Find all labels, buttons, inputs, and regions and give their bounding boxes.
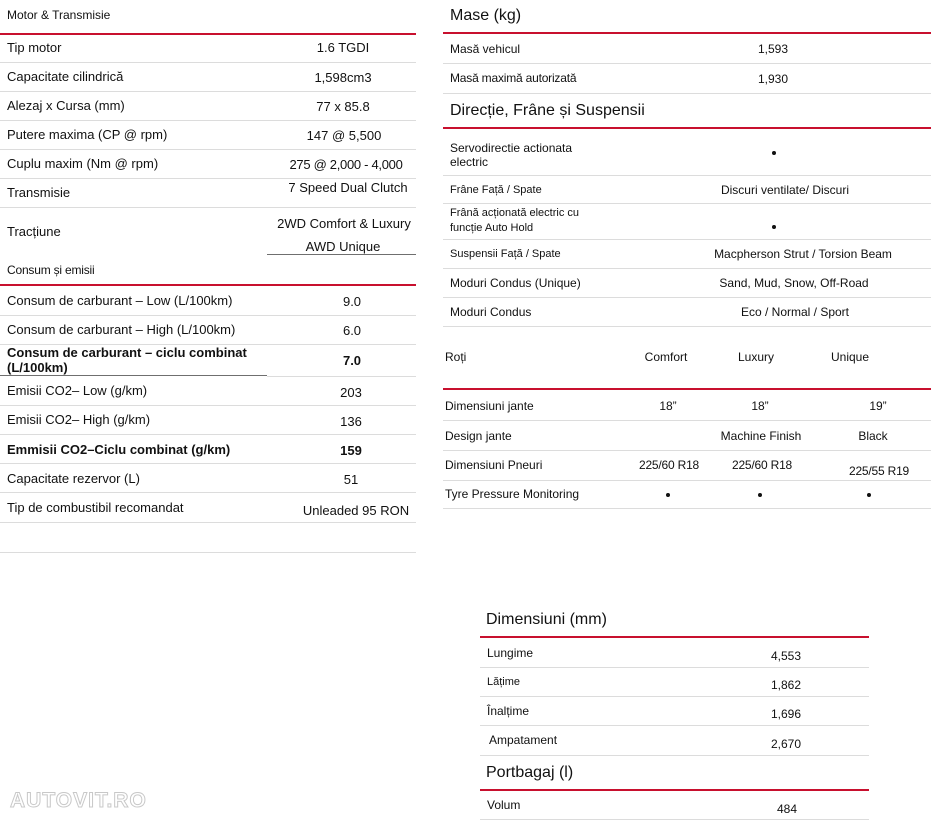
row-value-unique: 19” bbox=[869, 399, 887, 413]
row-divider bbox=[0, 91, 416, 92]
row-divider bbox=[267, 254, 416, 255]
directie-title: Direcție, Frâne și Suspensii bbox=[450, 102, 645, 119]
mase-title-rule bbox=[443, 32, 931, 34]
row-value-unique: 225/55 R19 bbox=[848, 464, 910, 478]
row-divider bbox=[0, 552, 416, 553]
row-divider bbox=[443, 450, 931, 451]
bullet-icon bbox=[772, 225, 776, 229]
row-label: Frână acționată electric cu bbox=[450, 207, 580, 219]
row-label: Tyre Pressure Monitoring bbox=[445, 487, 580, 501]
row-divider bbox=[443, 508, 931, 509]
row-label: Masă maximă autorizată bbox=[450, 71, 577, 85]
row-value: Discuri ventilate/ Discuri bbox=[720, 183, 850, 197]
row-value: 2,670 bbox=[770, 737, 802, 751]
row-value: 9.0 bbox=[342, 294, 362, 309]
row-value: 7 Speed Dual Clutch bbox=[288, 180, 408, 195]
row-label: Înalțime bbox=[487, 704, 530, 718]
row-divider bbox=[443, 93, 931, 94]
row-label: Putere maxima (CP @ rpm) bbox=[7, 127, 168, 142]
row-label: Suspensii Față / Spate bbox=[450, 248, 561, 260]
row-divider bbox=[480, 696, 869, 697]
row-value: 1,930 bbox=[757, 72, 789, 86]
row-label-continued: funcție Auto Hold bbox=[450, 222, 534, 234]
row-label: Consum de carburant – Low (L/100km) bbox=[7, 293, 233, 308]
row-label: Tip motor bbox=[7, 40, 62, 55]
row-label: Lungime bbox=[487, 646, 534, 660]
row-label: Dimensiuni Pneuri bbox=[445, 458, 543, 472]
watermark-logo: AUTOVIT.RO bbox=[10, 789, 147, 812]
row-divider bbox=[480, 667, 869, 668]
row-divider bbox=[0, 405, 416, 406]
row-value-luxury: Machine Finish bbox=[720, 429, 802, 443]
row-label: Capacitate cilindrică bbox=[7, 69, 124, 84]
row-label: Lățime bbox=[487, 676, 521, 688]
row-label: Alezaj x Cursa (mm) bbox=[7, 98, 125, 113]
row-value-unique: Black bbox=[858, 429, 888, 443]
row-label: Emmisii CO2–Ciclu combinat (g/km) bbox=[7, 442, 231, 457]
row-divider bbox=[0, 62, 416, 63]
portbagaj-title: Portbagaj (l) bbox=[486, 764, 574, 781]
row-divider bbox=[0, 120, 416, 121]
row-label: Moduri Condus (Unique) bbox=[450, 276, 581, 290]
row-label-continued: (L/100km) bbox=[7, 360, 68, 375]
row-label: Cuplu maxim (Nm @ rpm) bbox=[7, 156, 159, 171]
row-label: Servodirectie actionata bbox=[450, 141, 573, 155]
row-divider bbox=[480, 725, 869, 726]
row-divider bbox=[443, 480, 931, 481]
column-header-luxury: Luxury bbox=[737, 350, 775, 364]
row-divider bbox=[0, 207, 416, 208]
row-value-luxury: 225/60 R18 bbox=[731, 458, 793, 472]
row-divider bbox=[443, 239, 931, 240]
bullet-icon bbox=[758, 493, 762, 497]
row-divider bbox=[0, 375, 267, 376]
row-value: Eco / Normal / Sport bbox=[740, 305, 850, 319]
row-label: Design jante bbox=[445, 429, 512, 443]
row-divider bbox=[0, 149, 416, 150]
row-label: Ampatament bbox=[489, 733, 558, 747]
row-label: Consum de carburant – High (L/100km) bbox=[7, 322, 236, 337]
row-value-secondary: AWD Unique bbox=[305, 239, 381, 254]
column-header-unique: Unique bbox=[830, 350, 870, 364]
roti-title-rule bbox=[443, 388, 931, 390]
row-label: Frâne Față / Spate bbox=[450, 184, 542, 196]
motor-title: Motor & Transmisie bbox=[7, 8, 111, 22]
row-divider bbox=[0, 522, 416, 523]
row-divider bbox=[443, 420, 931, 421]
row-label: Transmisie bbox=[7, 185, 71, 200]
roti-title: Roți bbox=[445, 350, 467, 364]
row-divider bbox=[0, 315, 416, 316]
row-label: Masă vehicul bbox=[450, 42, 521, 56]
row-label: Tip de combustibil recomandat bbox=[7, 500, 184, 515]
portbagaj-title-rule bbox=[480, 789, 869, 791]
bullet-icon bbox=[666, 493, 670, 497]
row-divider bbox=[480, 819, 869, 820]
row-divider bbox=[443, 63, 931, 64]
row-divider bbox=[443, 297, 931, 298]
row-value: 1,696 bbox=[770, 707, 802, 721]
row-label: Consum de carburant – ciclu combinat bbox=[7, 345, 247, 360]
row-value: 4,553 bbox=[770, 649, 802, 663]
column-header-comfort: Comfort bbox=[644, 350, 688, 364]
row-label: Tracțiune bbox=[7, 224, 61, 239]
row-divider bbox=[0, 434, 416, 435]
directie-title-rule bbox=[443, 127, 931, 129]
row-divider bbox=[443, 203, 931, 204]
row-value: 275 @ 2,000 - 4,000 bbox=[289, 157, 403, 172]
dimensiuni-title-rule bbox=[480, 636, 869, 638]
row-label: Volum bbox=[487, 798, 521, 812]
row-value-comfort: 225/60 R18 bbox=[638, 458, 700, 472]
row-divider bbox=[480, 755, 869, 756]
row-value: 484 bbox=[776, 802, 798, 816]
row-divider bbox=[267, 376, 416, 377]
row-divider bbox=[0, 178, 416, 179]
row-label: Dimensiuni jante bbox=[445, 399, 534, 413]
row-value: Macpherson Strut / Torsion Beam bbox=[714, 247, 892, 261]
row-label: Capacitate rezervor (L) bbox=[7, 471, 140, 486]
row-value: 2WD Comfort & Luxury bbox=[277, 216, 411, 231]
dimensiuni-title: Dimensiuni (mm) bbox=[486, 611, 607, 628]
row-value: Unleaded 95 RON bbox=[302, 503, 410, 518]
row-value: 1,593 bbox=[757, 42, 789, 56]
row-divider bbox=[443, 175, 931, 176]
mase-title: Mase (kg) bbox=[450, 7, 522, 24]
row-value: 1,862 bbox=[770, 678, 802, 692]
row-value-luxury: 18” bbox=[751, 399, 769, 413]
row-value: 147 @ 5,500 bbox=[306, 128, 382, 143]
row-value: 51 bbox=[343, 472, 359, 487]
bullet-icon bbox=[772, 151, 776, 155]
row-label: Emisii CO2– Low (g/km) bbox=[7, 383, 148, 398]
bullet-icon bbox=[867, 493, 871, 497]
row-divider bbox=[443, 326, 931, 327]
row-value: 203 bbox=[340, 385, 362, 400]
row-label: Moduri Condus bbox=[450, 305, 532, 319]
row-value: 159 bbox=[340, 443, 362, 458]
row-divider bbox=[0, 463, 416, 464]
row-value: 6.0 bbox=[342, 323, 362, 338]
row-value: 1.6 TGDI bbox=[316, 40, 370, 55]
row-value: 77 x 85.8 bbox=[316, 99, 370, 114]
row-label-continued: electric bbox=[450, 155, 489, 169]
row-value-comfort: 18” bbox=[659, 399, 677, 413]
consum-title-rule bbox=[0, 284, 416, 286]
row-value: 136 bbox=[340, 414, 362, 429]
row-value: 7.0 bbox=[342, 353, 362, 368]
row-label: Emisii CO2– High (g/km) bbox=[7, 412, 151, 427]
consum-title: Consum și emisii bbox=[7, 263, 95, 277]
motor-title-rule bbox=[0, 33, 416, 35]
row-value: Sand, Mud, Snow, Off-Road bbox=[719, 276, 869, 290]
row-value: 1,598cm3 bbox=[314, 70, 372, 85]
row-divider bbox=[0, 492, 416, 493]
row-divider bbox=[443, 268, 931, 269]
